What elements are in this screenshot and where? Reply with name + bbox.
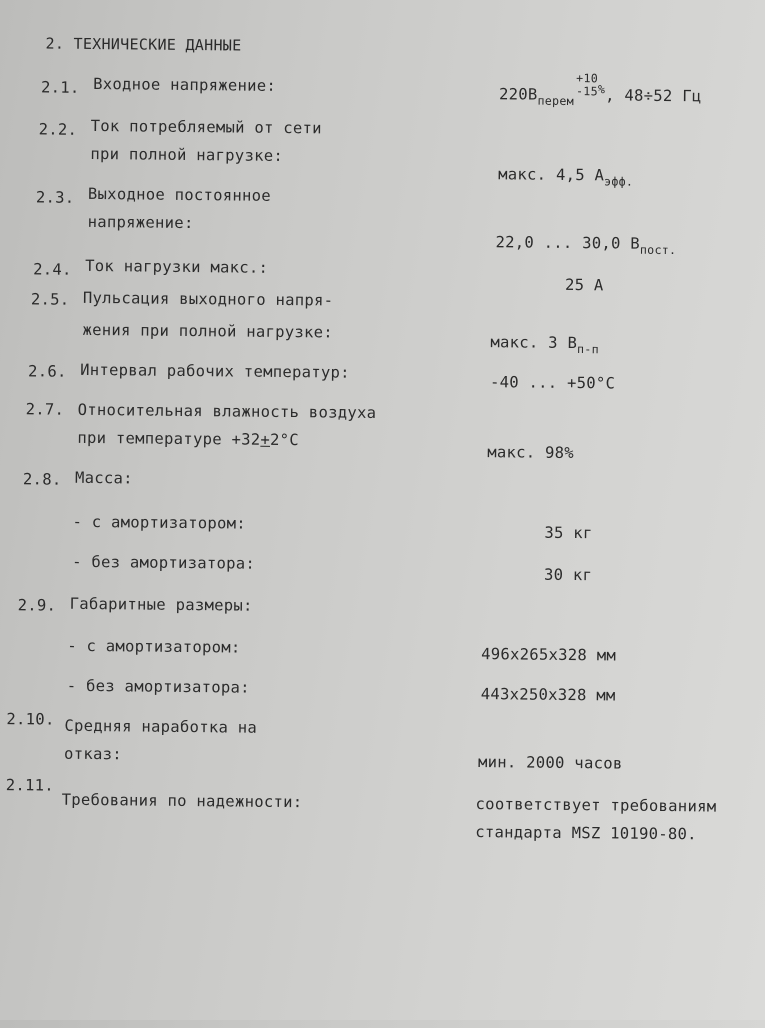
value-sub: эфф. bbox=[604, 174, 634, 189]
item-number: 2.10. bbox=[6, 710, 55, 729]
item-label-line2: жения при полной нагрузке: bbox=[82, 320, 334, 342]
value-sub: п-п bbox=[576, 342, 600, 357]
item-label: Относительная влажность воздуха bbox=[77, 400, 377, 422]
percent-sign: % bbox=[597, 82, 606, 97]
item-label-line2: отказ: bbox=[64, 744, 122, 764]
item-label: Ток потребляемый от сети bbox=[90, 116, 322, 138]
temp-prefix: при температуре +32 bbox=[77, 428, 261, 449]
mass-label: - без амортизатора: bbox=[72, 552, 256, 573]
item-number: 2.7. bbox=[25, 400, 65, 419]
value-main: макс. 3 В bbox=[490, 333, 578, 353]
item-label: Выходное постоянное bbox=[87, 184, 272, 205]
item-value: соответствует требованиям bbox=[475, 795, 717, 816]
dimension-value: 496x265x328 мм bbox=[481, 645, 617, 665]
item-number: 2.2. bbox=[38, 120, 78, 139]
temp-suffix: 2°C bbox=[269, 430, 300, 450]
voltage-sub: перем bbox=[537, 93, 575, 109]
item-label-line2: напряжение: bbox=[87, 212, 194, 233]
value-main: макс. 4,5 A bbox=[498, 165, 605, 185]
input-voltage-value bbox=[498, 71, 702, 109]
item-number: 2.4. bbox=[33, 260, 72, 279]
item-number: 2.1. bbox=[40, 78, 80, 97]
item-label: Средняя наработка на bbox=[64, 716, 258, 737]
item-label: Масса: bbox=[74, 468, 133, 488]
item-value: 25 A bbox=[564, 275, 604, 295]
item-number: 2.5. bbox=[30, 290, 70, 309]
dimension-label: - без амортизатора: bbox=[66, 676, 250, 697]
item-label: Пульсация выходного напря- bbox=[82, 288, 334, 310]
mass-value: 35 кг bbox=[544, 523, 593, 543]
item-label: Габаритные размеры: bbox=[69, 594, 253, 615]
tol-bottom: -15 bbox=[575, 83, 599, 98]
plus-minus: + bbox=[260, 430, 271, 449]
mass-label: - с амортизатором: bbox=[72, 512, 246, 533]
mass-value: 30 кг bbox=[543, 565, 593, 585]
value-main: 22,0 ... 30,0 В bbox=[495, 233, 641, 253]
item-number: 2.6. bbox=[28, 362, 67, 381]
item-number: 2.11. bbox=[5, 776, 55, 795]
tol-top: +10 bbox=[576, 71, 599, 86]
voltage-base: 220В bbox=[498, 85, 538, 104]
item-value-line2: стандарта MSZ 10190-80. bbox=[475, 823, 697, 844]
item-label-line2 bbox=[77, 429, 299, 449]
voltage-tolerance bbox=[576, 72, 598, 97]
item-label: Входное напряжение: bbox=[93, 74, 277, 95]
item-value bbox=[490, 333, 600, 357]
item-label: Требования по надежности: bbox=[61, 790, 303, 812]
section-title: 2. ТЕХНИЧЕСКИЕ ДАННЫЕ bbox=[45, 34, 242, 55]
value-sub: пост. bbox=[639, 242, 677, 258]
dimension-label: - с амортизатором: bbox=[67, 636, 241, 657]
item-label: Интервал рабочих температур: bbox=[80, 360, 350, 382]
item-value: -40 ... +50°C bbox=[489, 373, 616, 393]
item-label: Ток нагрузки макс.: bbox=[85, 256, 269, 277]
item-value bbox=[498, 165, 634, 189]
item-number: 2.8. bbox=[22, 470, 62, 489]
item-number: 2.9. bbox=[17, 596, 57, 615]
voltage-frequency: , 48÷52 Гц bbox=[605, 86, 702, 106]
item-value: мин. 2000 часов bbox=[477, 753, 623, 773]
item-value: макс. 98% bbox=[487, 443, 575, 463]
item-label-line2: при полной нагрузке: bbox=[90, 144, 284, 165]
item-value bbox=[495, 233, 677, 258]
item-number: 2.3. bbox=[35, 188, 75, 207]
dimension-value: 443x250x328 мм bbox=[480, 685, 616, 705]
